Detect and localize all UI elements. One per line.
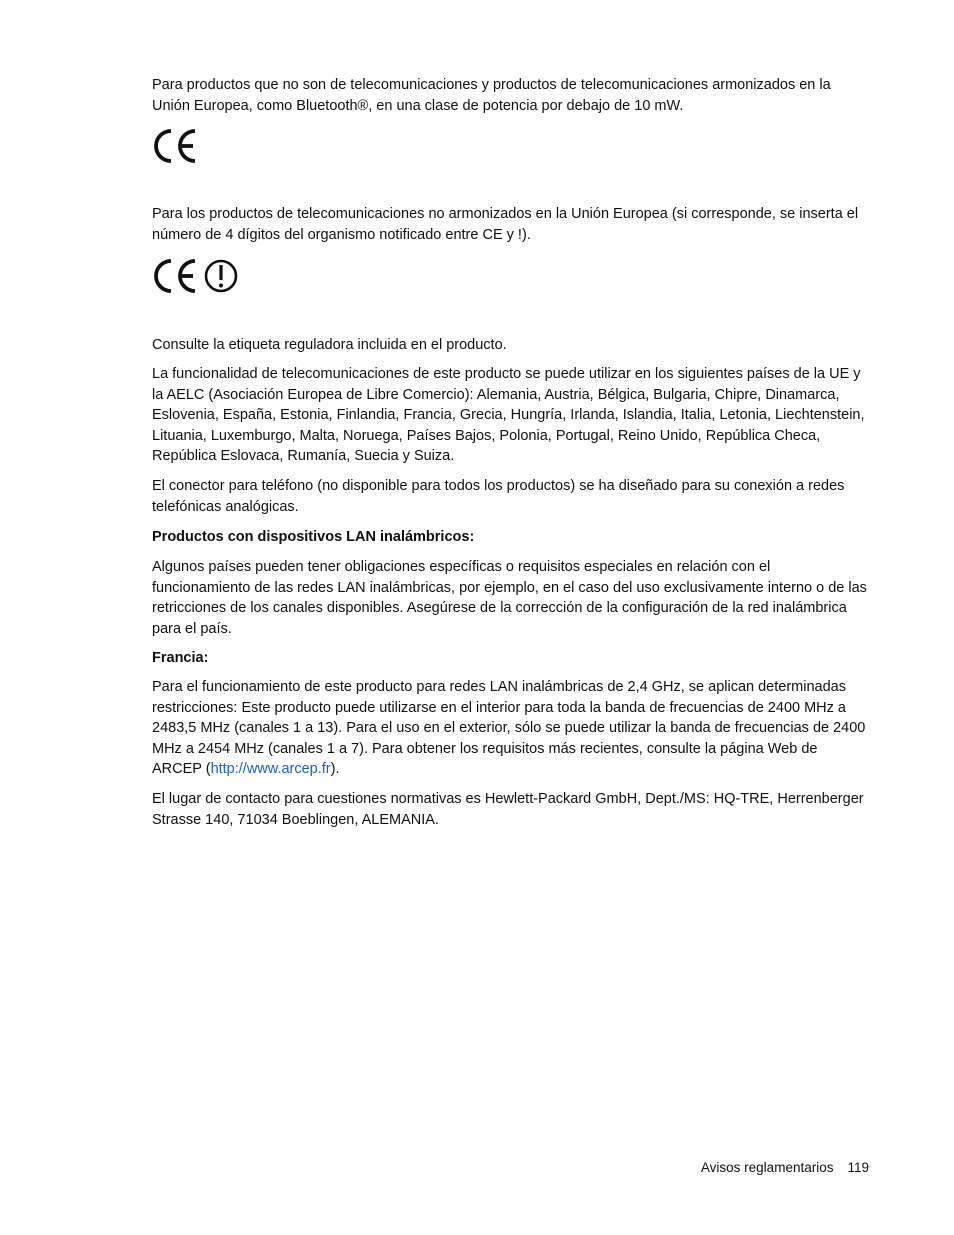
paragraph-wireless-obligations: Algunos países pueden tener obligaciones específicas o requisitos especiales en relación con el funcionamiento de las redes LAN inalámbricas, por ejemplo, en el caso del uso exclusivamente interno o de las retricciones de los canales disponibles. Asegúrese de la corrección de la configuración de la red inalámbrica para el país. [152,559,867,637]
paragraph-regulatory-label: Consulte la etiqueta reguladora incluida en el producto. [152,337,507,353]
paragraph-bluetooth-class: Para productos que no son de telecomunicaciones y productos de telecomunicaciones armonizados en la Unión Europea, como Bluetooth®, en una clase de potencia por debajo de 10 mW. [152,77,831,114]
france-text-after-link: ). [330,761,340,778]
page-number: 119 [847,1160,869,1175]
ce-alert-mark-icon [152,258,242,294]
heading-wireless-lan: Productos con dispositivos LAN inalámbricos: [152,529,475,545]
france-text-before-link: Para el funcionamiento de este producto para redes LAN inalámbricas de 2,4 GHz, se aplican determinadas restricciones: Este producto puede utilizarse en el interior para toda la banda de frecuencias de 2400 MHz a 2483,5 MHz (canales 1 a 13). Para el uso en el exterior, sólo se puede utilizar la banda de frecuencias de 2400 MHz a 2454 MHz (canales 1 a 7). Para obtener los requisitos más recientes, consulte la página Web de ARCEP ( [152,679,866,778]
paragraph-contact: El lugar de contacto para cuestiones normativas es Hewlett-Packard GmbH, Dept./MS: HQ-TRE, Herrenberger Strasse 140, 71034 Boeblingen, ALEMANIA. [152,791,864,828]
paragraph-eu-countries: La funcionalidad de telecomunicaciones de este producto se puede utilizar en los siguientes países de la UE y la AELC (Asociación Europea de Libre Comercio): Alemania, Austria, Bélgica, Bulgaria, Chipre, Dinamarca, Eslovenia, España, Estonia, Finlandia, Francia, Grecia, Hungría, Irlanda, Islandia, Italia, Letonia, Liechtenstein, Lituania, Luxemburgo, Malta, Noruega, Países Bajos, Polonia, Portugal, Reino Unido, República Checa, República Eslovaca, Rumanía, Suecia y Suiza. [152,366,865,465]
paragraph-non-harmonized: Para los productos de telecomunicaciones no armonizados en la Unión Europea (si corresponde, se inserta el número de 4 dígitos del organismo notificado entre CE y !). [152,206,859,243]
arcep-link[interactable]: http://www.arcep.fr [210,761,331,778]
ce-mark-icon [152,128,200,164]
heading-francia: Francia: [152,650,209,666]
footer-section-title: Avisos reglamentarios [700,1160,834,1175]
page-footer [701,1158,869,1178]
paragraph-phone-connector: El conector para teléfono (no disponible para todos los productos) se ha diseñado para su conexión a redes telefónicas analógicas. [152,478,845,515]
paragraph-france-restrictions [152,677,868,780]
